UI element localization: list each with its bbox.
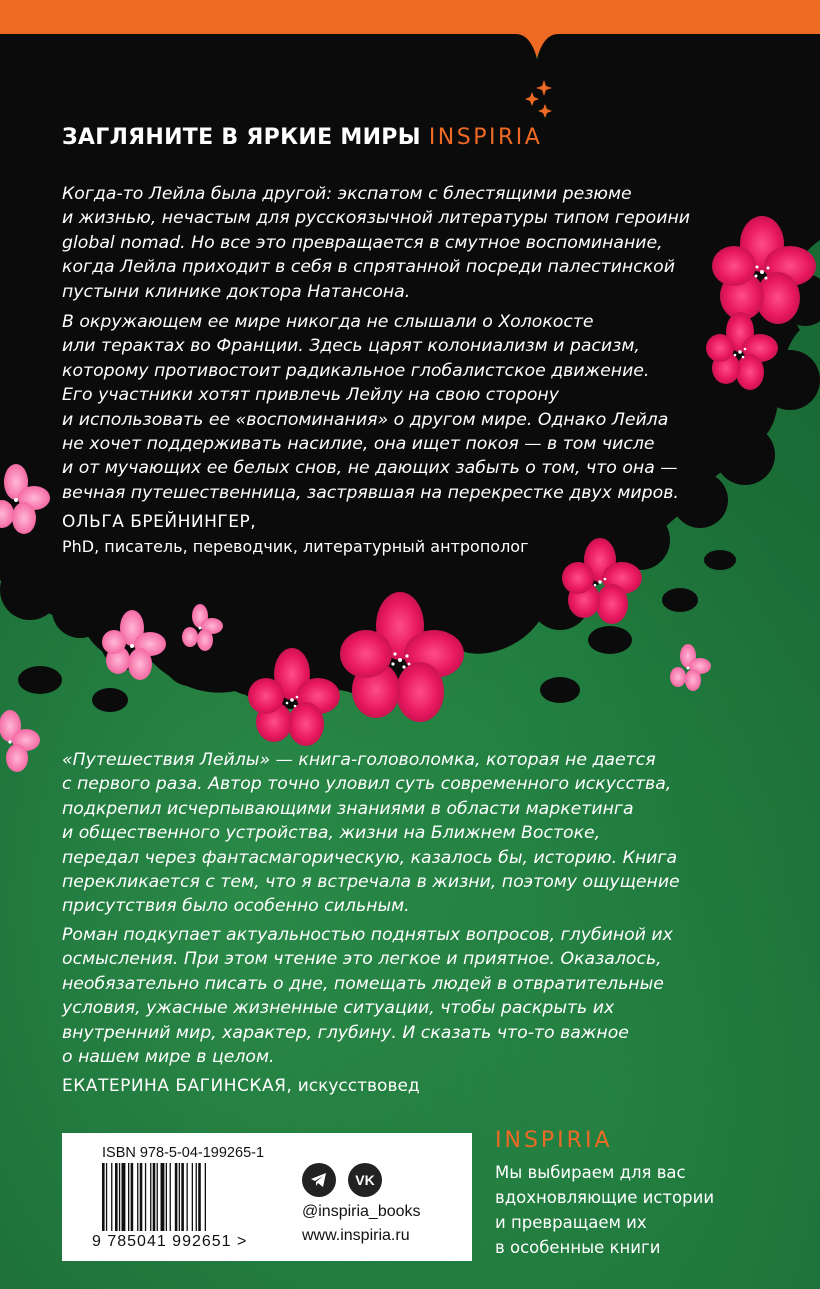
text-line: передал через фантасмагорическую, казалось бы, историю. Книга (62, 847, 678, 868)
barcode (102, 1163, 282, 1233)
text-line: которому противостоит радикальное глобалистское движение. (62, 360, 650, 381)
barcode-bar (157, 1163, 158, 1231)
barcode-bar (170, 1163, 171, 1231)
text-line: и общественного устройства, жизни на Ближнем Востоке, (62, 823, 601, 844)
tagline-line: Мы выбираем для вас (495, 1163, 686, 1182)
tagline-line: в особенные книги (495, 1238, 661, 1257)
barcode-bar (153, 1163, 156, 1231)
review2-paragraph2 (62, 923, 702, 1069)
author-name: ОЛЬГА БРЕЙНИНГЕР, (62, 512, 257, 532)
review1-author (62, 512, 256, 532)
text-line: и жизнью, нечастым для русскоязычной литературы типом героини (62, 208, 690, 229)
barcode-bar (205, 1163, 206, 1231)
text-line: присутствия было особенно сильным. (62, 896, 410, 917)
text-line: осмысления. При этом чтение это легкое и приятное. Оказалось, (62, 949, 662, 970)
text-line: global nomad. Но все это превращается в смутное воспоминание, (62, 232, 663, 253)
review2-paragraph1 (62, 748, 702, 919)
barcode-bar (111, 1163, 112, 1231)
barcode-bar (181, 1163, 184, 1231)
side-brand: INSPIRIA (495, 1128, 613, 1153)
barcode-bar (131, 1163, 134, 1231)
barcode-bar (128, 1163, 129, 1231)
barcode-bar (198, 1163, 201, 1231)
review1-author-role: PhD, писатель, переводчик, литературный антрополог (62, 537, 529, 556)
vk-icon[interactable] (348, 1163, 382, 1197)
text-line: подкрепил исчерпывающими знаниями в области маркетинга (62, 798, 634, 819)
barcode-bar (137, 1163, 138, 1231)
barcode-bar (140, 1163, 143, 1231)
barcode-bar (102, 1163, 105, 1231)
website-link[interactable]: www.inspiria.ru (302, 1227, 410, 1244)
social-handle[interactable]: @inspiria_books (302, 1203, 421, 1220)
side-tagline (495, 1160, 795, 1260)
text-line: «Путешествия Лейлы» — книга-головоломка, которая не дается (62, 750, 656, 770)
barcode-bar (192, 1163, 193, 1231)
tagline-line: вдохновляющие истории (495, 1188, 715, 1207)
text-line: с первого раза. Автор точно уловил суть современного искусства, (62, 774, 672, 795)
text-line: о нашем мире в целом. (62, 1047, 275, 1068)
telegram-icon[interactable] (302, 1163, 336, 1197)
text-line: вечная путешественница, застрявшая на перекрестке двух миров. (62, 482, 679, 503)
text-line: и использовать ее «воспоминания» о другом мире. Однако Лейла (62, 409, 669, 430)
text-line: и от мучающих ее белых снов, не дающих забыть о том, что она — (62, 458, 678, 479)
headline-text: ЗАГЛЯНИТЕ В ЯРКИЕ МИРЫ (62, 125, 421, 150)
text-line: перекликается с тем, что я встречала в жизни, поэтому ощущение (62, 872, 680, 893)
notch-shape (0, 0, 820, 80)
barcode-bar (115, 1163, 118, 1231)
review2-author (62, 1076, 420, 1096)
text-line: когда Лейла приходит в себя в спрятанной посреди палестинской (62, 257, 675, 278)
text-line: внутренний мир, характер, глубину. И сказать что-то важное (62, 1022, 629, 1043)
barcode-digits: 9 785041 992651 > (92, 1233, 248, 1250)
isbn-text: ISBN 978-5-04-199265-1 (102, 1145, 265, 1161)
barcode-bar (119, 1163, 120, 1231)
social-icons (302, 1163, 382, 1197)
text-line: пустыни клинике доктора Натансона. (62, 281, 411, 302)
barcode-bar (145, 1163, 146, 1231)
barcode-bar (187, 1163, 188, 1231)
author-name: ЕКАТЕРИНА БАГИНСКАЯ, (62, 1076, 293, 1096)
barcode-bar (166, 1163, 167, 1231)
tagline-line: и превращаем их (495, 1213, 647, 1232)
text-line: необязательно писать о дне, помещать людей в отвратительные (62, 973, 664, 994)
headline (62, 125, 542, 150)
text-line: Когда-то Лейла была другой: экспатом с блестящими резюме (62, 184, 632, 204)
barcode-bar (196, 1163, 197, 1231)
text-line: условия, ужасные жизненные ситуации, чтобы раскрыть их (62, 998, 615, 1019)
review1-paragraph1 (62, 182, 702, 304)
text-line: или терактах во Франции. Здесь царят колониализм и расизм, (62, 336, 640, 357)
headline-brand: INSPIRIA (428, 125, 543, 150)
author-role: искусствовед (292, 1076, 420, 1096)
barcode-bar (122, 1163, 126, 1231)
text-line: не хочет поддерживать насилие, она ищет покоя — в том числе (62, 434, 655, 455)
text-line: Роман подкупает актуальностью поднятых вопросов, глубиной их (62, 925, 673, 945)
barcode-bar (106, 1163, 107, 1231)
barcode-bar (150, 1163, 151, 1231)
barcode-bar (179, 1163, 180, 1231)
isbn-card (62, 1133, 472, 1261)
text-line: Его участники хотят привлечь Лейлу на свою сторону (62, 385, 559, 406)
review1-paragraph2 (62, 310, 702, 505)
barcode-bar (175, 1163, 178, 1231)
vk-label: VK (355, 1172, 375, 1188)
text-line: В окружающем ее мире никогда не слышали о Холокосте (62, 312, 594, 332)
barcode-bar (161, 1163, 165, 1231)
